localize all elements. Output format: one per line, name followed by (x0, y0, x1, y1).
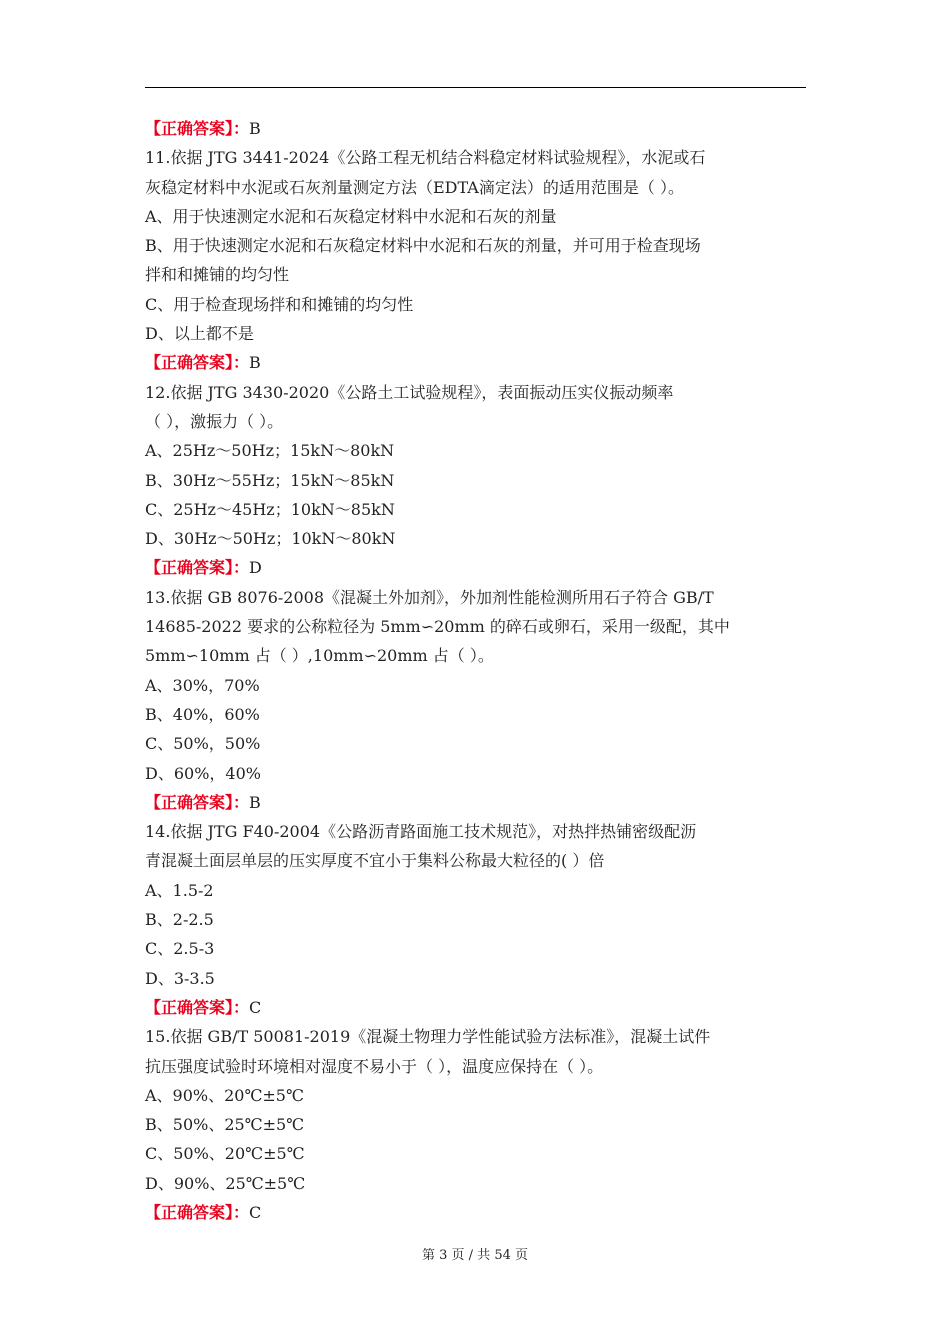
option-b: 拌和和摊铺的均匀性 (145, 265, 290, 285)
answer-value: B (249, 119, 261, 138)
header-rule (145, 87, 806, 88)
answer-value: B (249, 353, 261, 373)
page-number: 第 3 页 / 共 54 页 (422, 1248, 528, 1263)
option-a: A、25Hz～50Hz；15kN～80kN (145, 441, 395, 461)
answer-label: 【正确答案】： (145, 997, 250, 1017)
option-a: A、1.5-2 (145, 880, 214, 900)
answer-line (145, 114, 810, 143)
option-c: C、2.5-3 (145, 939, 215, 959)
option-c: C、用于检查现场拌和和摊铺的均匀性 (145, 294, 414, 314)
answer-label: 【正确答案】： (145, 558, 250, 578)
question-stem: 抗压强度试验时环境相对湿度不易小于（ ），温度应保持在（ ）。 (145, 1056, 604, 1076)
question-stem: 12.依据 JTG 3430-2020《公路土工试验规程》，表面振动压实仪振动频率 (145, 382, 674, 402)
option-c: C、50%，50% (145, 734, 261, 754)
question-stem: 14685-2022 要求的公称粒径为 5mm∽20mm 的碎石或卵石，采用一级配，其中 (145, 617, 730, 637)
question-stem: 5mm∽10mm 占（ ）,10mm∽20mm 占（ ）。 (145, 646, 494, 666)
question-stem: 14.依据 JTG F40-2004《公路沥青路面施工技术规范》，对热拌热铺密级配沥 (145, 822, 697, 842)
answer-label: 【正确答案】： (145, 353, 250, 373)
answer-value: B (249, 792, 261, 812)
option-d: D、3-3.5 (145, 968, 215, 988)
question-stem: 11.依据 JTG 3441-2024《公路工程无机结合料稳定材料试验规程》，水泥或石 (145, 148, 706, 168)
option-a: A、90%、20℃±5℃ (145, 1085, 304, 1105)
answer-line (145, 553, 810, 582)
option-a: A、30%，70% (145, 675, 260, 695)
question-list (145, 114, 810, 1227)
question-stem: （ ），激振力（ ）。 (145, 411, 284, 431)
question-stem: 13.依据 GB 8076-2008《混凝土外加剂》，外加剂性能检测所用石子符合 GB/T (145, 587, 714, 607)
answer-label: 【正确答案】： (145, 119, 250, 138)
answer-line (145, 1198, 810, 1227)
option-d: D、以上都不是 (145, 324, 254, 344)
answer-value: D (249, 558, 262, 578)
option-b: B、40%，60% (145, 704, 260, 724)
answer-line (145, 788, 810, 817)
answer-line (145, 348, 810, 377)
option-d: D、30Hz～50Hz；10kN～80kN (145, 529, 396, 549)
answer-value: C (249, 997, 262, 1017)
option-b: B、30Hz～55Hz；15kN～85kN (145, 470, 395, 490)
option-c: C、25Hz～45Hz；10kN～85kN (145, 499, 395, 519)
option-a: A、用于快速测定水泥和石灰稳定材料中水泥和石灰的剂量 (145, 206, 557, 226)
option-b: B、50%、25℃±5℃ (145, 1115, 305, 1135)
question-stem: 灰稳定材料中水泥或石灰剂量测定方法（EDTA滴定法）的适用范围是（ ）。 (145, 177, 684, 197)
answer-value: C (249, 1202, 262, 1222)
question-stem: 15.依据 GB/T 50081-2019《混凝土物理力学性能试验方法标准》，混凝土试件 (145, 1027, 711, 1047)
option-d: D、60%，40% (145, 763, 261, 783)
option-d: D、90%、25℃±5℃ (145, 1173, 306, 1193)
option-b: B、2-2.5 (145, 910, 214, 930)
option-b: B、用于快速测定水泥和石灰稳定材料中水泥和石灰的剂量，并可用于检查现场 (145, 236, 701, 256)
answer-line (145, 993, 810, 1022)
answer-label: 【正确答案】： (145, 792, 250, 812)
option-c: C、50%、20℃±5℃ (145, 1144, 305, 1164)
question-stem: 青混凝土面层单层的压实厚度不宜小于集料公称最大粒径的( ）倍 (145, 851, 605, 871)
answer-label: 【正确答案】： (145, 1202, 250, 1222)
